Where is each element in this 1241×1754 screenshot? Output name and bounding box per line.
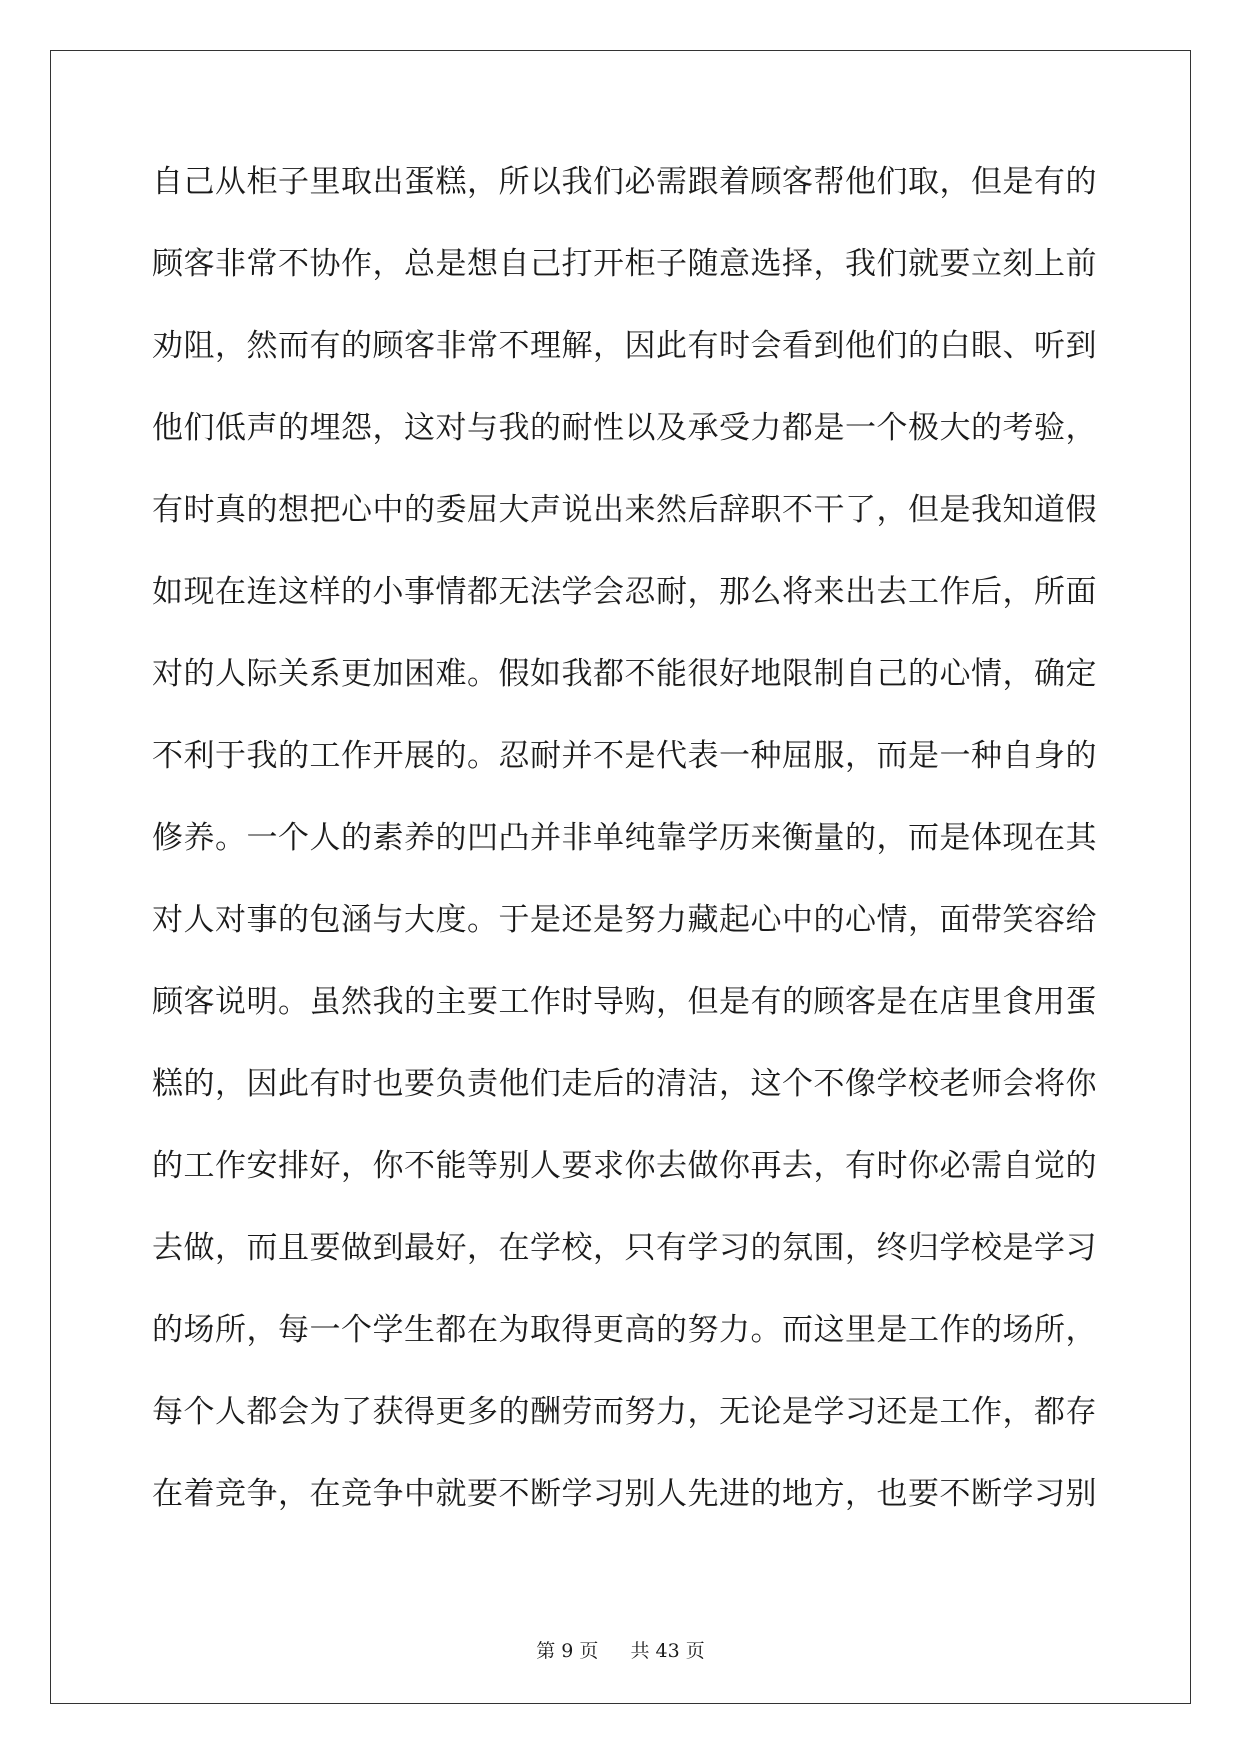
text-line: 在着竞争，在竞争中就要不断学习别人先进的地方，也要不断学习别 — [152, 1476, 1097, 1512]
text-line: 的场所，每一个学生都在为取得更高的努力。而这里是工作的场所， — [152, 1312, 1097, 1348]
text-line: 对的人际关系更加困难。假如我都不能很好地限制自己的心情，确定 — [152, 656, 1097, 692]
text-line: 顾客说明。虽然我的主要工作时导购，但是有的顾客是在店里食用蛋 — [152, 984, 1097, 1020]
text-line: 不利于我的工作开展的。忍耐并不是代表一种屈服，而是一种自身的 — [152, 738, 1097, 774]
text-line: 劝阻，然而有的顾客非常不理解，因此有时会看到他们的白眼、听到 — [152, 328, 1097, 364]
text-line: 糕的，因此有时也要负责他们走后的清洁，这个不像学校老师会将你 — [152, 1066, 1097, 1102]
text-line: 如现在连这样的小事情都无法学会忍耐，那么将来出去工作后，所面 — [152, 574, 1097, 610]
page-number: 第 9 页 — [536, 1640, 599, 1662]
text-line: 顾客非常不协作，总是想自己打开柜子随意选择，我们就要立刻上前 — [152, 246, 1097, 282]
total-pages: 共 43 页 — [630, 1640, 705, 1662]
text-line: 有时真的想把心中的委屈大声说出来然后辞职不干了，但是我知道假 — [152, 492, 1097, 528]
text-line: 的工作安排好，你不能等别人要求你去做你再去，有时你必需自觉的 — [152, 1148, 1097, 1184]
page-footer — [0, 1636, 1241, 1663]
text-line: 自己从柜子里取出蛋糕，所以我们必需跟着顾客帮他们取，但是有的 — [152, 164, 1097, 200]
text-line: 修养。一个人的素养的凹凸并非单纯靠学历来衡量的，而是体现在其 — [152, 820, 1097, 856]
text-line: 每个人都会为了获得更多的酬劳而努力，无论是学习还是工作，都存 — [152, 1394, 1097, 1430]
text-line: 对人对事的包涵与大度。于是还是努力藏起心中的心情，面带笑容给 — [152, 902, 1097, 938]
text-line: 他们低声的埋怨，这对与我的耐性以及承受力都是一个极大的考验， — [152, 410, 1097, 446]
document-body — [152, 155, 1097, 1549]
text-line: 去做，而且要做到最好，在学校，只有学习的氛围，终归学校是学习 — [152, 1230, 1097, 1266]
